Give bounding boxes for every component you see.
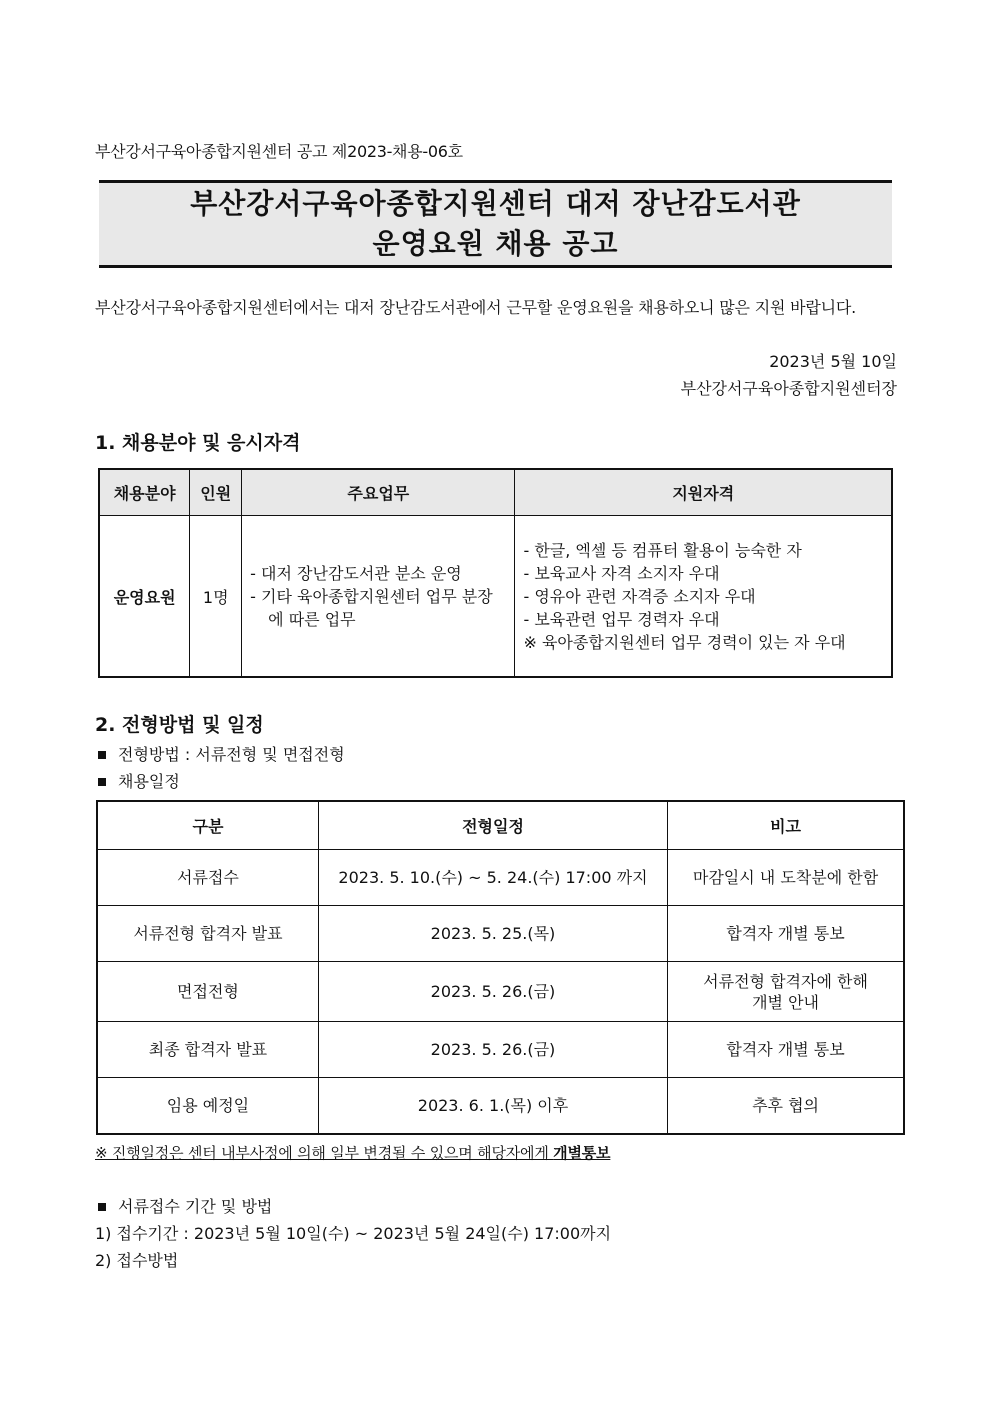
section1-title: 1. 채용분야 및 응시자격 [95, 432, 301, 454]
notice-signer: 부산강서구육아종합지원센터장 [680, 379, 897, 398]
qualification-line: - 보육관련 업무 경력자 우대 [523, 609, 720, 629]
intro-paragraph: 부산강서구육아종합지원센터에서는 대저 장난감도서관에서 근무할 운영요원을 채용하오니 많은 지원 바랍니다. [95, 298, 857, 317]
table-row [97, 1022, 904, 1078]
qualification-line: - 영유아 관련 자격증 소지자 우대 [523, 586, 756, 606]
cell-category: 최종 합격자 발표 [97, 1022, 318, 1078]
header-remarks: 비고 [668, 801, 904, 850]
table-row [97, 906, 904, 962]
submission-heading: 서류접수 기간 및 방법 [118, 1197, 273, 1216]
cell-category: 면접전형 [97, 962, 318, 1022]
footnote-text: ※ 진행일정은 센터 내부사정에 의해 일부 변경될 수 있으며 해당자에게 [95, 1144, 554, 1162]
cell-remarks: 마감일시 내 도착분에 한함 [668, 850, 904, 906]
method-text: 전형방법 : 서류전형 및 면접전형 [118, 745, 345, 764]
cell-schedule: 2023. 5. 26.(금) [318, 962, 667, 1022]
header-duties: 주요업무 [242, 469, 515, 516]
cell-schedule: 2023. 6. 1.(목) 이후 [318, 1078, 667, 1135]
square-bullet-icon [98, 778, 106, 786]
qualification-line: ※ 육아종합지원센터 업무 경력이 있는 자 우대 [523, 632, 846, 652]
qualification-line: - 보육교사 자격 소지자 우대 [523, 563, 720, 583]
cell-duties [242, 516, 515, 678]
title-line-2: 운영요원 채용 공고 [372, 227, 619, 260]
method-bullet [95, 742, 345, 765]
notice-number: 부산강서구육아종합지원센터 공고 제2023-채용-06호 [95, 142, 463, 161]
square-bullet-icon [98, 751, 106, 759]
qualification-line: - 한글, 엑셀 등 컴퓨터 활용이 능숙한 자 [523, 540, 802, 560]
header-qualifications: 지원자격 [515, 469, 892, 516]
header-count: 인원 [190, 469, 242, 516]
cell-count: 1명 [190, 516, 242, 678]
cell-schedule: 2023. 5. 25.(목) [318, 906, 667, 962]
duty-line: - 대저 장난감도서관 분소 운영 [250, 563, 462, 583]
cell-qualifications [515, 516, 892, 678]
schedule-label: 채용일정 [118, 772, 180, 791]
cell-field: 운영요원 [99, 516, 190, 678]
cell-remarks: 추후 협의 [668, 1078, 904, 1135]
title-box [99, 180, 892, 268]
notice-date: 2023년 5월 10일 [769, 352, 897, 371]
cell-remarks: 합격자 개별 통보 [668, 906, 904, 962]
duty-line: - 기타 육아종합지원센터 업무 분장 [250, 586, 493, 606]
table-header-row [99, 469, 892, 516]
header-schedule: 전형일정 [318, 801, 667, 850]
schedule-bullet [95, 769, 180, 792]
cell-category: 임용 예정일 [97, 1078, 318, 1135]
square-bullet-icon [98, 1203, 106, 1211]
recruitment-table [98, 468, 893, 678]
title-line-1: 부산강서구육아종합지원센터 대저 장난감도서관 [190, 187, 801, 220]
duty-line: 에 따른 업무 [268, 609, 356, 629]
header-field: 채용분야 [99, 469, 190, 516]
cell-remarks: 서류전형 합격자에 한해 개별 안내 [668, 962, 904, 1022]
table-row [99, 516, 892, 678]
schedule-table [96, 800, 905, 1135]
submission-period: 1) 접수기간 : 2023년 5월 10일(수) ~ 2023년 5월 24일(수) 17:00까지 [95, 1224, 612, 1243]
cell-category: 서류전형 합격자 발표 [97, 906, 318, 962]
cell-category: 서류접수 [97, 850, 318, 906]
footnote-bold: 개별통보 [553, 1144, 611, 1162]
cell-schedule: 2023. 5. 26.(금) [318, 1022, 667, 1078]
table-row [97, 962, 904, 1022]
schedule-footnote [95, 1142, 610, 1163]
table-row [97, 850, 904, 906]
table-row [97, 1078, 904, 1135]
submission-method: 2) 접수방법 [95, 1251, 179, 1270]
cell-schedule: 2023. 5. 10.(수) ~ 5. 24.(수) 17:00 까지 [318, 850, 667, 906]
submission-bullet [95, 1194, 272, 1217]
cell-remarks: 합격자 개별 통보 [668, 1022, 904, 1078]
section2-title: 2. 전형방법 및 일정 [95, 714, 264, 736]
header-category: 구분 [97, 801, 318, 850]
table-header-row [97, 801, 904, 850]
